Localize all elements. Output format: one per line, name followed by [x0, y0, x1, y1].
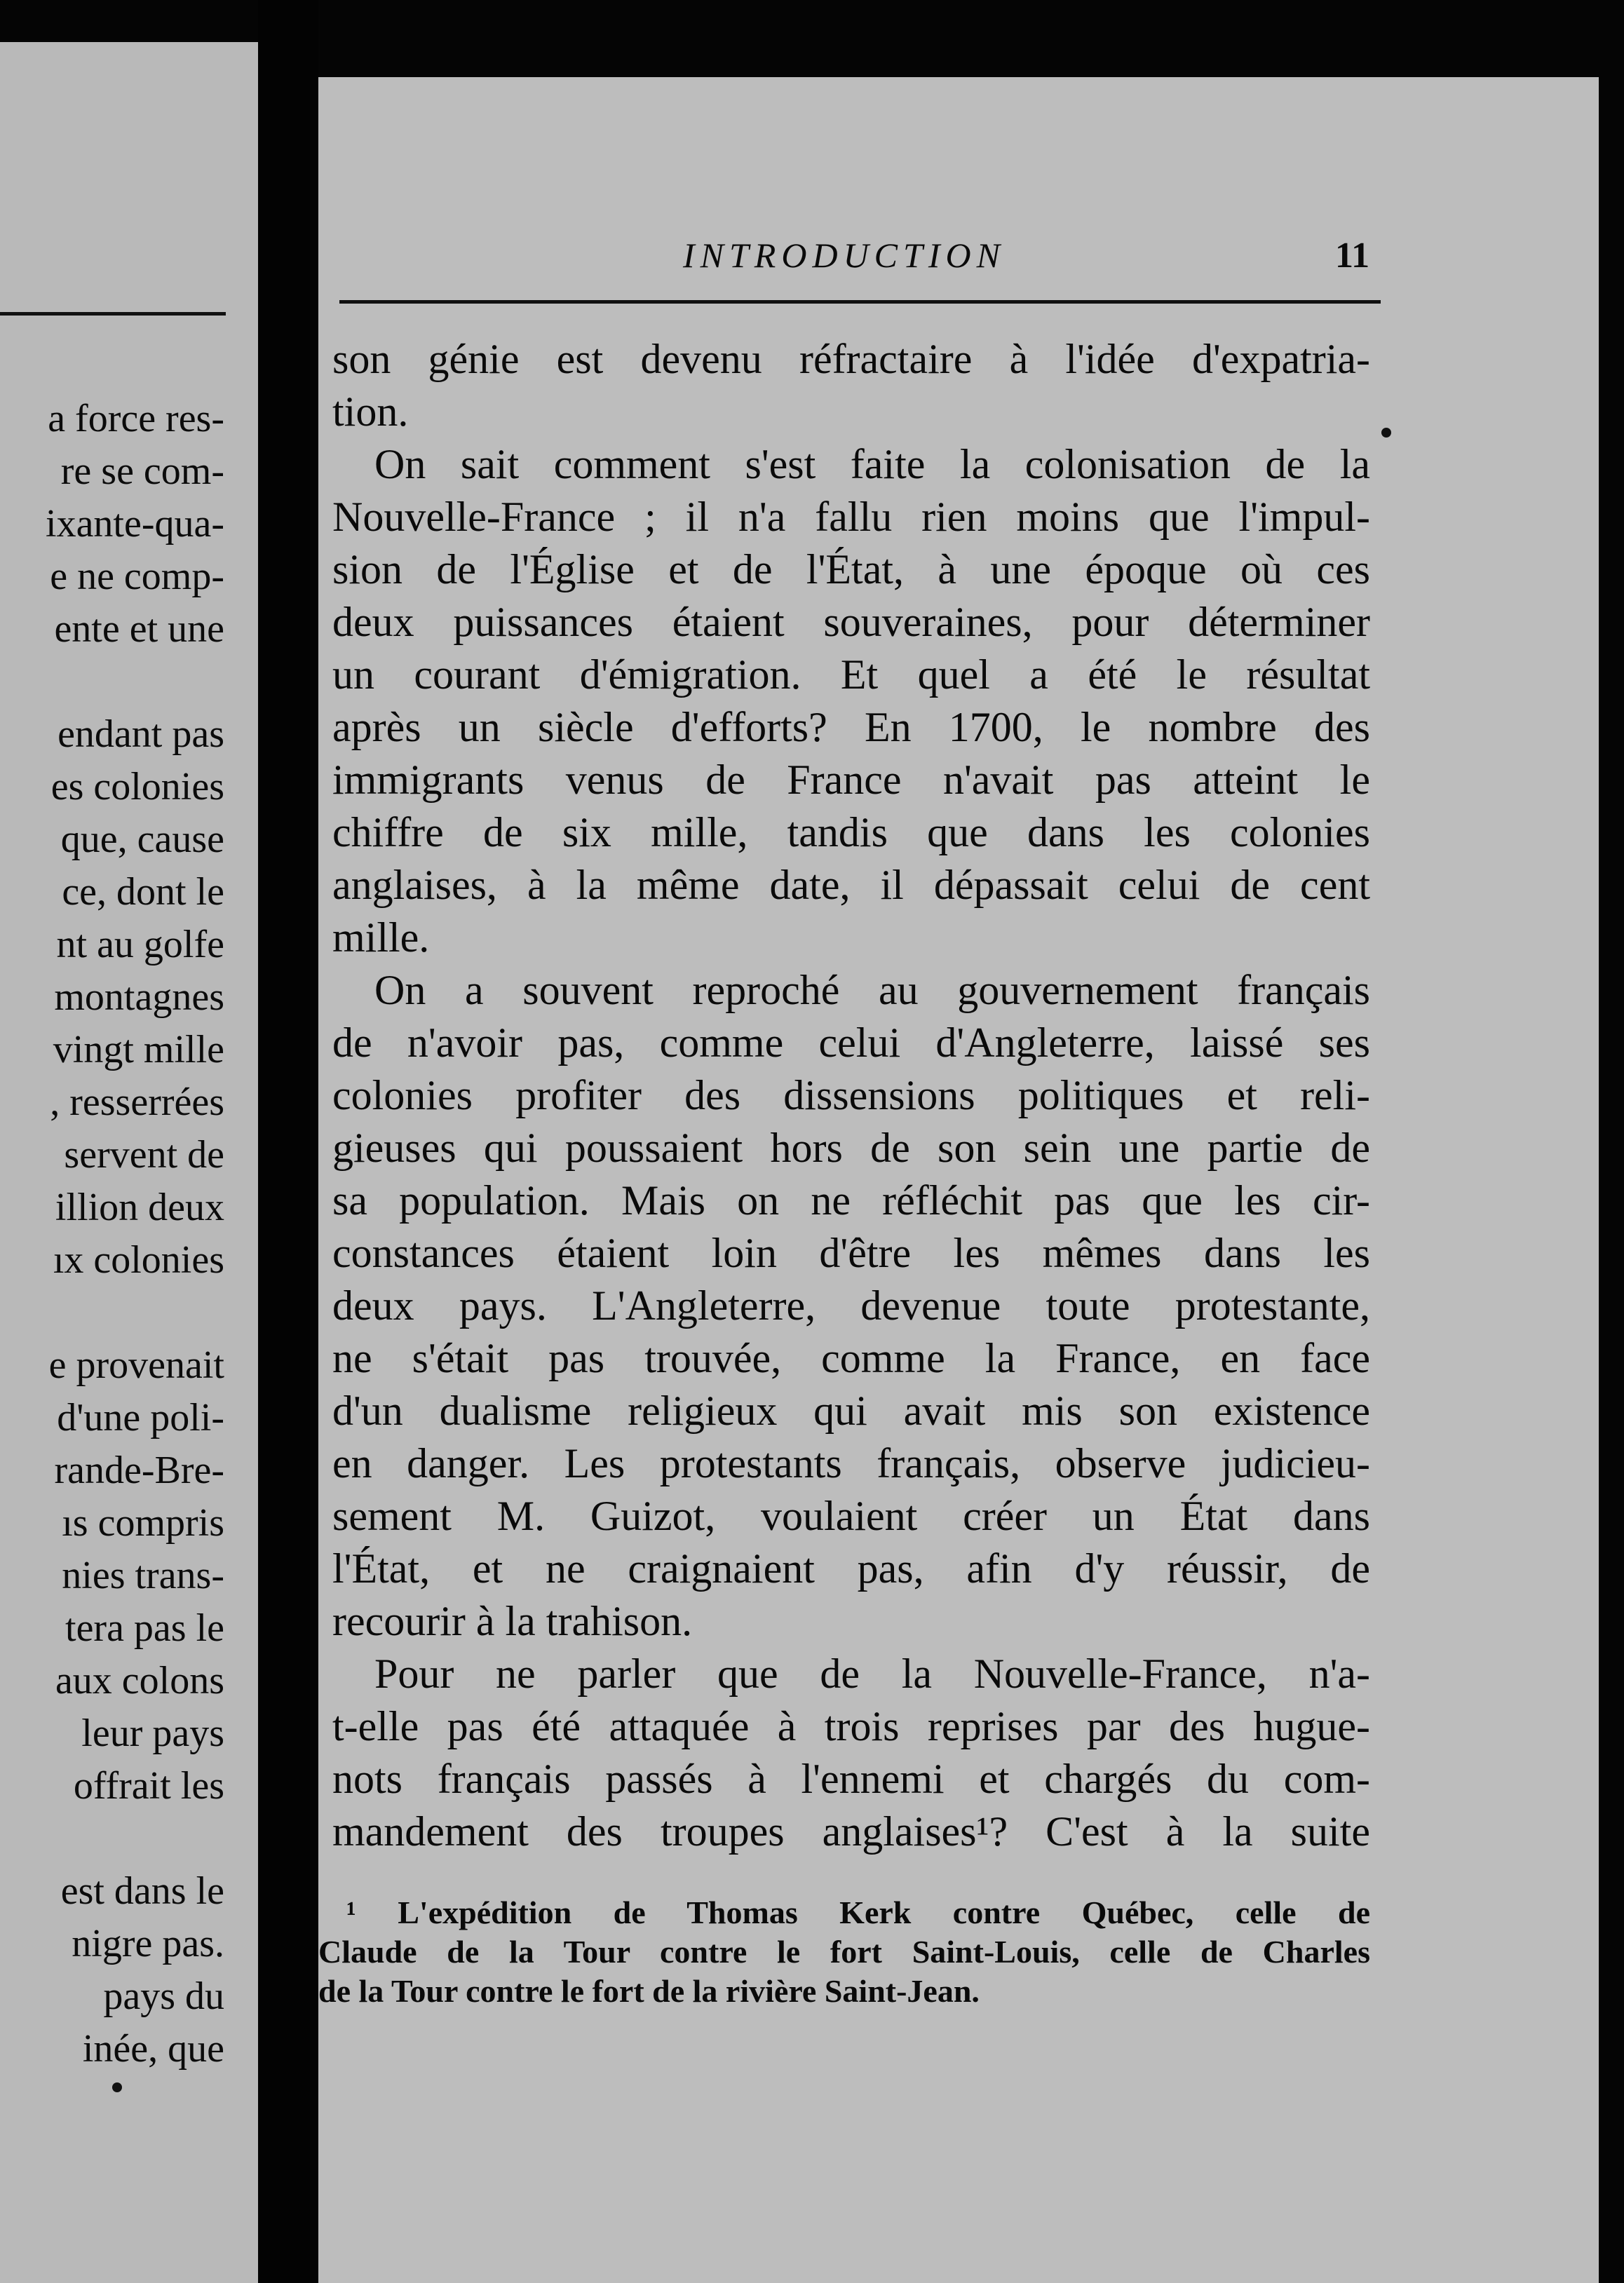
footnote-line: Claude de la Tour contre le fort Saint-Louis, celle de Charles — [318, 1934, 1370, 1970]
text-line: en danger. Les protestants français, observe judicieu- — [332, 1440, 1370, 1486]
text-line: ne s'était pas trouvée, comme la France, en face — [332, 1335, 1370, 1381]
left-page-line: leur pays — [81, 1712, 224, 1755]
page-number: 11 — [1335, 236, 1370, 276]
left-page-line: re se com- — [60, 449, 224, 493]
text-line: mille. — [332, 914, 430, 961]
text-line: sion de l'Église et de l'État, à une époque où ces — [332, 546, 1370, 592]
text-line: nots français passés à l'ennemi et chargés du com- — [332, 1756, 1370, 1802]
footnote-line: de la Tour contre le fort de la rivière Saint-Jean. — [318, 1973, 980, 2009]
left-page-line: que, cause — [60, 818, 224, 861]
left-page-rule — [0, 312, 226, 316]
text-line: son génie est devenu réfractaire à l'idée d'expatria- — [332, 336, 1370, 382]
left-page-text — [0, 393, 224, 2075]
text-line: constances étaient loin d'être les mêmes dans les — [332, 1230, 1370, 1276]
left-page-line — [0, 1813, 224, 1865]
text-line: d'un dualisme religieux qui avait mis son existence — [332, 1388, 1370, 1434]
left-page-line — [0, 656, 224, 708]
left-page-line: illion deux — [55, 1186, 224, 1229]
text-line: Pour ne parler que de la Nouvelle-France, n'a- — [374, 1651, 1370, 1697]
print-speck — [1381, 428, 1391, 438]
text-line: chiffre de six mille, tandis que dans les colonies — [332, 809, 1370, 855]
text-line: sement M. Guizot, voulaient créer un État dans — [332, 1493, 1370, 1539]
left-page-line — [0, 1287, 224, 1339]
left-page-line: ente et une — [54, 607, 224, 651]
text-line: t-elle pas été attaquée à trois reprises par des hugue- — [332, 1703, 1370, 1749]
text-line: tion. — [332, 388, 409, 435]
left-page-line: ıs compris — [62, 1501, 224, 1545]
left-page-line: rande-Bre- — [54, 1449, 224, 1492]
text-line: de n'avoir pas, comme celui d'Angleterre, laissé ses — [332, 1019, 1370, 1066]
running-head — [318, 235, 1599, 291]
left-page-line: nies trans- — [62, 1554, 224, 1597]
left-page-line: vingt mille — [53, 1028, 224, 1071]
running-title: INTRODUCTION — [683, 236, 1006, 275]
left-page-line: nigre pas. — [72, 1922, 224, 1965]
body-text — [332, 333, 1370, 1858]
text-line: recourir à la trahison. — [332, 1598, 693, 1644]
main-page — [318, 77, 1599, 2283]
left-page-line: e ne comp- — [50, 555, 224, 598]
left-facing-page — [0, 42, 258, 2283]
footnote-line: ¹ L'expédition de Thomas Kerk contre Québec, celle de — [346, 1895, 1370, 1930]
left-page-line: a force res- — [48, 397, 224, 440]
left-page-line: d'une poli- — [57, 1396, 224, 1439]
left-page-line: es colonies — [50, 765, 224, 808]
left-page-line: nt au golfe — [56, 923, 224, 966]
text-line: l'État, et ne craignaient pas, afin d'y réussir, de — [332, 1545, 1370, 1592]
book-gutter — [258, 0, 318, 2283]
left-page-line: tera pas le — [65, 1606, 224, 1650]
left-page-line: servent de — [64, 1133, 224, 1177]
text-line: gieuses qui poussaient hors de son sein une partie de — [332, 1125, 1370, 1171]
text-line: mandement des troupes anglaises¹? C'est à la suite — [332, 1808, 1370, 1855]
text-line: deux puissances étaient souveraines, pour déterminer — [332, 599, 1370, 645]
text-line: un courant d'émigration. Et quel a été le résultat — [332, 651, 1370, 698]
text-line: Nouvelle-France ; il n'a fallu rien moins que l'impul- — [332, 494, 1370, 540]
text-line: On sait comment s'est faite la colonisation de la — [374, 441, 1370, 487]
text-line: immigrants venus de France n'avait pas atteint le — [332, 757, 1370, 803]
text-line: après un siècle d'efforts? En 1700, le nombre des — [332, 704, 1370, 750]
left-page-line: ce, dont le — [62, 870, 224, 914]
text-line: On a souvent reproché au gouvernement français — [374, 967, 1370, 1013]
left-page-line: , resserrées — [50, 1080, 224, 1124]
print-speck — [112, 2082, 122, 2092]
left-page-line: endant pas — [57, 712, 224, 756]
text-line: colonies profiter des dissensions politiques et reli- — [332, 1072, 1370, 1118]
left-page-line: inée, que — [82, 2027, 224, 2071]
text-line: sa population. Mais on ne réfléchit pas que les cir- — [332, 1177, 1370, 1224]
footnote — [318, 1893, 1370, 2011]
left-page-line: ıx colonies — [53, 1238, 224, 1282]
text-line: deux pays. L'Angleterre, devenue toute protestante, — [332, 1282, 1370, 1329]
left-page-line: aux colons — [55, 1659, 224, 1702]
left-page-line: est dans le — [60, 1869, 224, 1913]
left-page-line: offrait les — [73, 1764, 224, 1808]
text-line: anglaises, à la même date, il dépassait celui de cent — [332, 862, 1370, 908]
left-page-line: montagnes — [54, 975, 224, 1019]
left-page-line: ixante-qua- — [46, 502, 224, 546]
header-rule — [339, 300, 1381, 304]
left-page-line: e provenait — [48, 1343, 224, 1387]
left-page-line: pays du — [103, 1974, 224, 2018]
